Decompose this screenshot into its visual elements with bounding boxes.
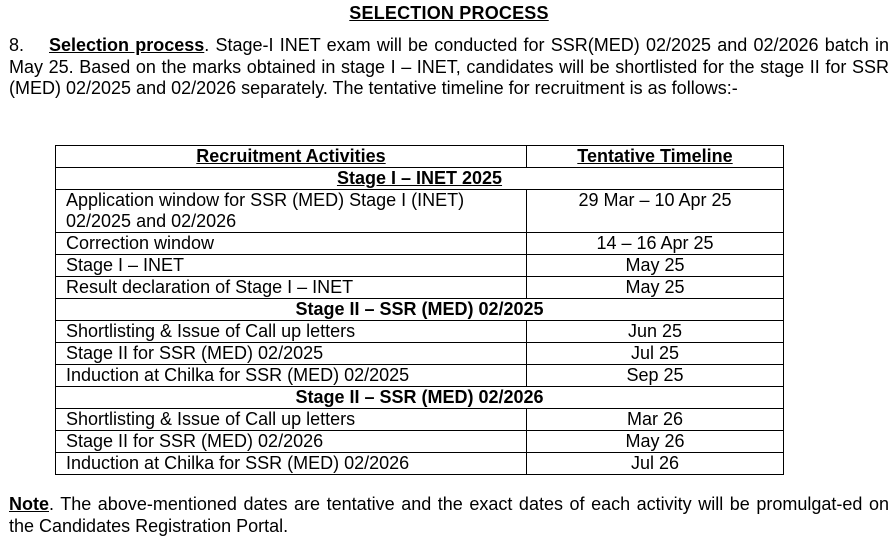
- table-row: [56, 277, 784, 299]
- table-row: [56, 365, 784, 387]
- timeline-cell: Jul 25: [527, 343, 784, 365]
- note-label: Note: [9, 494, 49, 514]
- note-paragraph: [9, 494, 889, 537]
- timeline-cell: May 26: [527, 431, 784, 453]
- timeline-cell: May 25: [527, 277, 784, 299]
- section-row: [56, 168, 784, 190]
- timeline-cell: Sep 25: [527, 365, 784, 387]
- table-row: [56, 233, 784, 255]
- paragraph-number: 8.: [9, 35, 25, 55]
- timeline-cell: 14 – 16 Apr 25: [527, 233, 784, 255]
- section-row: [56, 299, 784, 321]
- section-row: [56, 387, 784, 409]
- section-title: Stage II – SSR (MED) 02/2025: [56, 299, 784, 321]
- activity-cell: Correction window: [56, 233, 527, 255]
- selection-process-paragraph: [9, 35, 889, 100]
- activity-cell: Stage II for SSR (MED) 02/2025: [56, 343, 527, 365]
- table-row: [56, 321, 784, 343]
- section-title: Stage II – SSR (MED) 02/2026: [56, 387, 784, 409]
- activity-cell: Shortlisting & Issue of Call up letters: [56, 321, 527, 343]
- header-activities: Recruitment Activities: [56, 146, 527, 168]
- table-row: [56, 190, 784, 233]
- table-row: [56, 343, 784, 365]
- timeline-cell: Jun 25: [527, 321, 784, 343]
- activity-cell: Application window for SSR (MED) Stage I (INET) 02/2025 and 02/2026: [56, 190, 527, 233]
- activity-cell: Induction at Chilka for SSR (MED) 02/2026: [56, 453, 527, 475]
- paragraph-heading: Selection process: [49, 35, 205, 55]
- section-title: Stage I – INET 2025: [56, 168, 784, 190]
- timeline-cell: Mar 26: [527, 409, 784, 431]
- note-text: . The above-mentioned dates are tentative and the exact dates of each activity will be promulgat-ed on the Candidates Registration Portal.: [9, 494, 889, 536]
- activity-cell: Shortlisting & Issue of Call up letters: [56, 409, 527, 431]
- activity-cell: Result declaration of Stage I – INET: [56, 277, 527, 299]
- activity-cell: Induction at Chilka for SSR (MED) 02/2025: [56, 365, 527, 387]
- header-timeline: Tentative Timeline: [527, 146, 784, 168]
- timeline-cell: Jul 26: [527, 453, 784, 475]
- table-row: [56, 255, 784, 277]
- activity-cell: Stage II for SSR (MED) 02/2026: [56, 431, 527, 453]
- table-header-row: [56, 146, 784, 168]
- table-row: [56, 453, 784, 475]
- page-title: SELECTION PROCESS: [349, 3, 549, 23]
- timeline-cell: May 25: [527, 255, 784, 277]
- paragraph-text: . Stage-I INET exam will be conducted for SSR(MED) 02/2025 and 02/2026 batch in May 25. Based on the marks obtained in stage I – INET, candidates will be shortlisted for the stage II for SSR (MED) 02/2025 and 02/2026 separately. The tentative timeline for recruitment is as follows:-: [9, 35, 889, 98]
- table-row: [56, 409, 784, 431]
- timeline-cell: 29 Mar – 10 Apr 25: [527, 190, 784, 233]
- table-row: [56, 431, 784, 453]
- timeline-table: [55, 145, 784, 475]
- activity-cell: Stage I – INET: [56, 255, 527, 277]
